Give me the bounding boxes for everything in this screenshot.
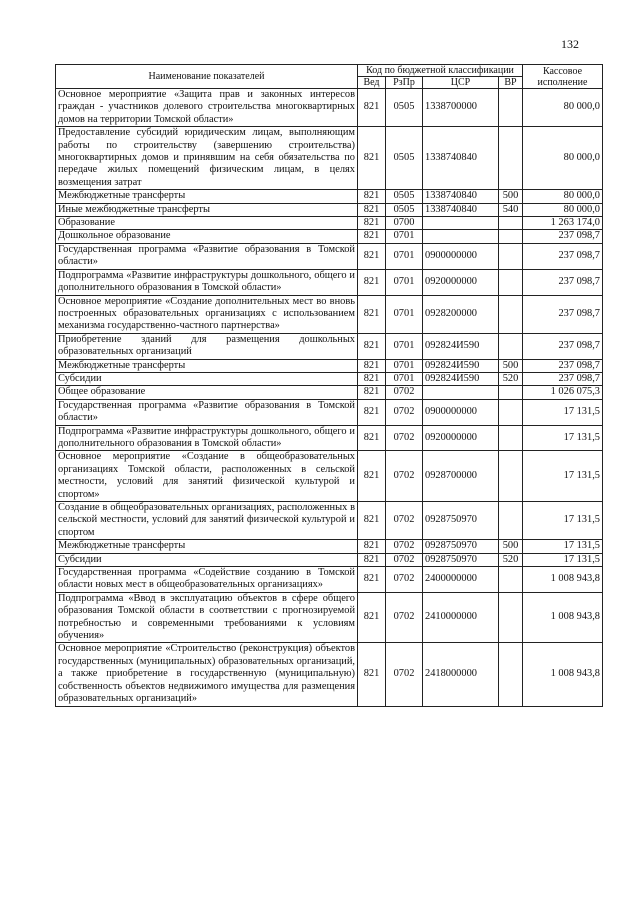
row-rzpr: 0701 [386,269,423,295]
row-ved: 821 [358,269,386,295]
row-csr: 0920000000 [423,425,499,451]
row-csr: 092824И590 [423,333,499,359]
row-cash: 237 098,7 [523,269,603,295]
row-cash: 17 131,5 [523,540,603,553]
row-name: Субсидии [56,372,358,385]
row-name: Межбюджетные трансферты [56,359,358,372]
row-ved: 821 [358,372,386,385]
row-name: Иные межбюджетные трансферты [56,203,358,216]
row-cash: 17 131,5 [523,399,603,425]
row-name: Основное мероприятие «Защита прав и законных интересов граждан - участников долевого строительства многоквартирных домов на территории Томской области» [56,89,358,127]
table-row [56,333,603,359]
row-rzpr: 0701 [386,333,423,359]
row-ved: 821 [358,190,386,203]
row-ved: 821 [358,502,386,540]
row-vr [499,333,523,359]
row-cash: 17 131,5 [523,502,603,540]
row-csr: 1338700000 [423,89,499,127]
row-rzpr: 0702 [386,399,423,425]
row-csr [423,386,499,399]
table-row [56,425,603,451]
row-rzpr: 0701 [386,359,423,372]
row-csr: 0928750970 [423,540,499,553]
row-cash: 17 131,5 [523,451,603,502]
row-rzpr: 0702 [386,567,423,593]
row-ved: 821 [358,359,386,372]
row-name: Приобретение зданий для размещения дошкольных образовательных организаций [56,333,358,359]
row-name: Подпрограмма «Развитие инфраструктуры дошкольного, общего и дополнительного образования в Томской области» [56,269,358,295]
row-rzpr: 0505 [386,190,423,203]
row-name: Основное мероприятие «Строительство (реконструкция) объектов государственных (муниципальных) образовательных организаций, а также приобретение в государственную (муниципальную) собственность объектов недвижимого имущества для размещения образовательных организаций» [56,643,358,706]
row-cash: 80 000,0 [523,190,603,203]
header-cash: Кассовое исполнение [523,65,603,89]
row-ved: 821 [358,295,386,333]
table-row [56,399,603,425]
row-csr: 0900000000 [423,399,499,425]
row-ved: 821 [358,540,386,553]
row-cash: 1 008 943,8 [523,592,603,643]
table-row [56,567,603,593]
row-vr: 520 [499,372,523,385]
table-row [56,451,603,502]
row-rzpr: 0505 [386,203,423,216]
row-csr: 0928750970 [423,553,499,566]
row-vr [499,217,523,230]
row-csr: 2400000000 [423,567,499,593]
table-row [56,89,603,127]
row-name: Основное мероприятие «Создание в общеобразовательных организациях Томской области, расположенных в сельской местности, условий для занятий физической культурой и спортом» [56,451,358,502]
table-row [56,592,603,643]
row-vr [499,386,523,399]
row-vr [499,127,523,190]
header-code-group: Код по бюджетной классификации [358,65,523,77]
row-ved: 821 [358,451,386,502]
table-row [56,553,603,566]
row-vr: 500 [499,359,523,372]
row-cash: 237 098,7 [523,333,603,359]
row-csr: 1338740840 [423,203,499,216]
row-name: Общее образование [56,386,358,399]
row-vr [499,89,523,127]
row-cash: 80 000,0 [523,89,603,127]
row-csr: 1338740840 [423,190,499,203]
header-csr: ЦСР [423,77,499,89]
row-rzpr: 0702 [386,540,423,553]
row-name: Государственная программа «Развитие образования в Томской области» [56,243,358,269]
row-vr: 520 [499,553,523,566]
row-rzpr: 0702 [386,425,423,451]
row-ved: 821 [358,567,386,593]
row-cash: 237 098,7 [523,295,603,333]
row-ved: 821 [358,425,386,451]
row-vr [499,592,523,643]
row-ved: 821 [358,333,386,359]
header-ved: Вед [358,77,386,89]
table-row [56,230,603,243]
table-row [56,190,603,203]
budget-table [55,64,603,707]
row-vr: 500 [499,190,523,203]
row-csr: 0928200000 [423,295,499,333]
row-rzpr: 0702 [386,592,423,643]
row-ved: 821 [358,89,386,127]
table-row [56,359,603,372]
table-body [56,89,603,707]
row-ved: 821 [358,643,386,706]
row-rzpr: 0505 [386,127,423,190]
table-row [56,502,603,540]
row-rzpr: 0700 [386,217,423,230]
row-csr [423,217,499,230]
row-cash: 1 026 075,3 [523,386,603,399]
row-ved: 821 [358,127,386,190]
row-vr [499,269,523,295]
row-rzpr: 0701 [386,243,423,269]
row-cash: 80 000,0 [523,203,603,216]
row-name: Подпрограмма «Ввод в эксплуатацию объектов в сфере общего образования Томской области в соответствии с прогнозируемой потребностью и современными требованиями к условиям обучения» [56,592,358,643]
row-cash: 237 098,7 [523,359,603,372]
row-vr [499,399,523,425]
row-vr [499,567,523,593]
row-vr [499,425,523,451]
row-rzpr: 0701 [386,230,423,243]
row-vr [499,502,523,540]
row-name: Создание в общеобразовательных организациях, расположенных в сельской местности, условий для занятий физической культурой и спортом [56,502,358,540]
row-csr: 2410000000 [423,592,499,643]
table-row [56,269,603,295]
row-vr [499,230,523,243]
row-rzpr: 0702 [386,553,423,566]
row-rzpr: 0505 [386,89,423,127]
row-ved: 821 [358,243,386,269]
row-name: Государственная программа «Развитие образования в Томской области» [56,399,358,425]
header-name: Наименование показателей [56,65,358,89]
row-cash: 17 131,5 [523,553,603,566]
row-name: Основное мероприятие «Создание дополнительных мест во вновь построенных образовательных организациях с использованием механизма государственно-частного партнерства» [56,295,358,333]
header-vr: ВР [499,77,523,89]
row-cash: 80 000,0 [523,127,603,190]
row-name: Государственная программа «Содействие созданию в Томской области новых мест в общеобразовательных организациях» [56,567,358,593]
row-rzpr: 0702 [386,451,423,502]
row-csr: 092824И590 [423,359,499,372]
row-name: Подпрограмма «Развитие инфраструктуры дошкольного, общего и дополнительного образования в Томской области» [56,425,358,451]
row-name: Образование [56,217,358,230]
row-rzpr: 0702 [386,386,423,399]
table-row [56,127,603,190]
row-ved: 821 [358,230,386,243]
row-name: Предоставление субсидий юридическим лицам, выполняющим работы по строительству (завершению строительства) многоквартирных домов и принявшим на себя обязательства по передаче жилых помещений физическим лицам, в целях возмещения затрат [56,127,358,190]
row-csr: 0928750970 [423,502,499,540]
row-vr [499,243,523,269]
row-ved: 821 [358,386,386,399]
row-csr [423,230,499,243]
row-cash: 237 098,7 [523,230,603,243]
row-csr: 092824И590 [423,372,499,385]
row-rzpr: 0702 [386,643,423,706]
table-row [56,217,603,230]
table-row [56,386,603,399]
row-csr: 0900000000 [423,243,499,269]
row-ved: 821 [358,203,386,216]
row-cash: 237 098,7 [523,372,603,385]
row-vr [499,643,523,706]
page-number: 132 [561,37,579,51]
row-cash: 1 008 943,8 [523,567,603,593]
row-ved: 821 [358,399,386,425]
row-cash: 1 263 174,0 [523,217,603,230]
row-cash: 17 131,5 [523,425,603,451]
row-rzpr: 0702 [386,502,423,540]
row-vr: 540 [499,203,523,216]
row-vr [499,451,523,502]
row-ved: 821 [358,217,386,230]
table-row [56,540,603,553]
row-rzpr: 0701 [386,372,423,385]
row-name: Субсидии [56,553,358,566]
table-row [56,295,603,333]
table-row [56,243,603,269]
row-ved: 821 [358,553,386,566]
row-cash: 237 098,7 [523,243,603,269]
row-cash: 1 008 943,8 [523,643,603,706]
row-csr: 1338740840 [423,127,499,190]
table-row [56,203,603,216]
table-row [56,372,603,385]
row-rzpr: 0701 [386,295,423,333]
row-vr [499,295,523,333]
row-name: Дошкольное образование [56,230,358,243]
row-ved: 821 [358,592,386,643]
row-name: Межбюджетные трансферты [56,540,358,553]
row-vr: 500 [499,540,523,553]
row-csr: 0928700000 [423,451,499,502]
table-row [56,643,603,706]
row-name: Межбюджетные трансферты [56,190,358,203]
row-csr: 0920000000 [423,269,499,295]
header-rzpr: РзПр [386,77,423,89]
row-csr: 2418000000 [423,643,499,706]
